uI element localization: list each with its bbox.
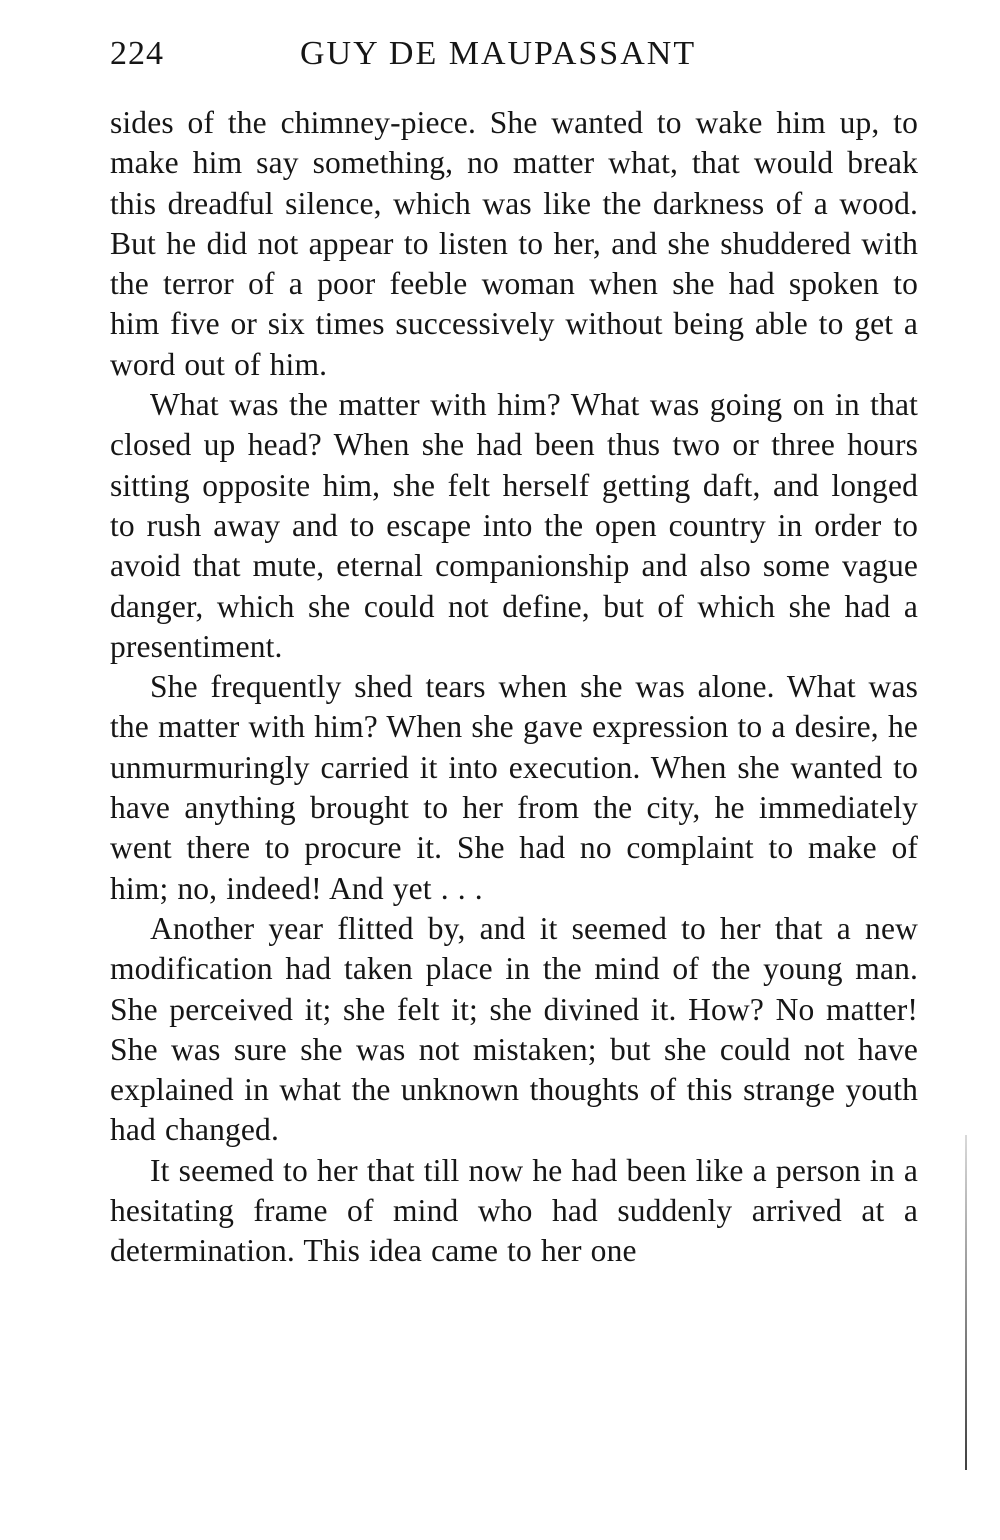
paragraph-continued: sides of the chimney-piece. She wanted to wake him up, to make him say something, no matter what, that would break this dreadful silence, which was like the darkness of a wood. But he did not appear to listen to her, and she shuddered with the terror of a poor feeble woman when she had spoken to him five or six times successively without being able to get a word out of him. (110, 105, 918, 382)
paragraph: She frequently shed tears when she was alone. What was the matter with him? When she gave expression to a desire, he unmurmuringly carried it into execution. When she wanted to have anything brought to her from the city, he immediately went there to procure it. She had no complaint to make of him; no, indeed! And yet . . . (110, 669, 918, 906)
running-header (110, 30, 918, 78)
running-title: GUY DE MAUPASSANT (300, 35, 697, 72)
body-text (110, 103, 918, 1272)
paragraph: What was the matter with him? What was going on in that closed up head? When she had been thus two or three hours sitting opposite him, she felt herself getting daft, and longed to rush away and to escape into the open country in order to avoid that mute, eternal companionship and also some vague danger, which she could not define, but of which she had a presentiment. (110, 387, 918, 664)
page-number: 224 (110, 35, 164, 72)
book-page (110, 30, 918, 1530)
page-edge-mark (965, 1135, 967, 1470)
paragraph: Another year flitted by, and it seemed to her that a new modification had taken place in the mind of the young man. She perceived it; she felt it; she divined it. How? No matter! She was sure she was not mistaken; but she could not have explained in what the unknown thoughts of this strange youth had changed. (110, 910, 918, 1148)
paragraph: It seemed to her that till now he had been like a person in a hesitating frame of mind who had suddenly arrived at a determination. This idea came to her one (110, 1152, 918, 1269)
